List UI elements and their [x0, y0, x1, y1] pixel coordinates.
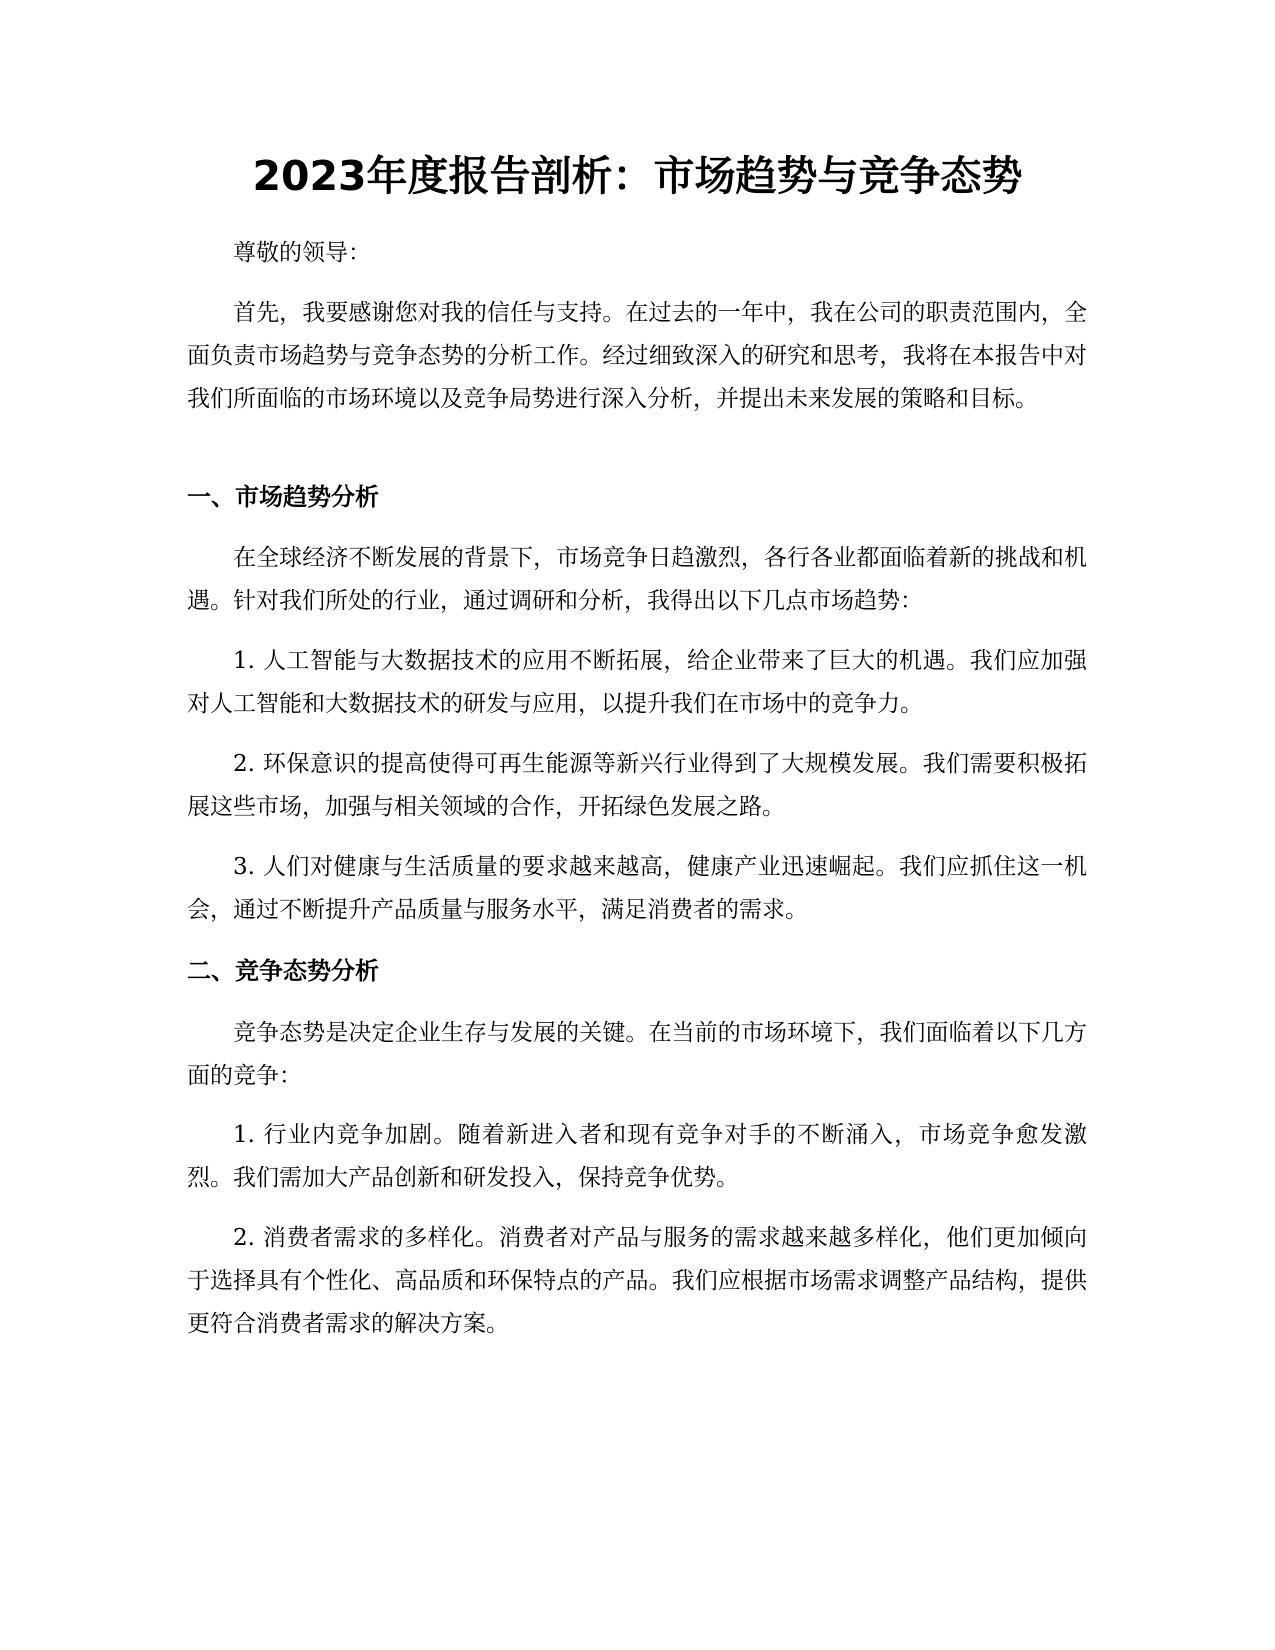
market-trends-intro: 在全球经济不断发展的背景下，市场竞争日趋激烈，各行各业都面临着新的挑战和机遇。针对我们所处的行业，通过调研和分析，我得出以下几点市场趋势：	[187, 545, 1087, 614]
greeting: 尊敬的领导：	[233, 240, 371, 266]
intro-paragraph: 首先，我要感谢您对我的信任与支持。在过去的一年中，我在公司的职责范围内，全面负责市场趋势与竞争态势的分析工作。经过细致深入的研究和思考，我将在本报告中对我们所面临的市场环境以及竞争局势进行深入分析，并提出未来发展的策略和目标。	[187, 300, 1087, 412]
section-heading-market-trends: 一、市场趋势分析	[187, 483, 379, 511]
market-trend-item-1: 1. 人工智能与大数据技术的应用不断拓展，给企业带来了巨大的机遇。我们应加强对人工智能和大数据技术的研发与应用，以提升我们在市场中的竞争力。	[187, 648, 1087, 717]
section-heading-competition: 二、竞争态势分析	[187, 957, 379, 985]
market-trend-item-2: 2. 环保意识的提高使得可再生能源等新兴行业得到了大规模发展。我们需要积极拓展这些市场，加强与相关领域的合作，开拓绿色发展之路。	[187, 751, 1087, 820]
market-trend-item-3: 3. 人们对健康与生活质量的要求越来越高，健康产业迅速崛起。我们应抓住这一机会，通过不断提升产品质量与服务水平，满足消费者的需求。	[187, 854, 1087, 923]
competition-item-2: 2. 消费者需求的多样化。消费者对产品与服务的需求越来越多样化，他们更加倾向于选择具有个性化、高品质和环保特点的产品。我们应根据市场需求调整产品结构，提供更符合消费者需求的解决方案。	[187, 1225, 1087, 1337]
competition-item-1: 1. 行业内竞争加剧。随着新进入者和现有竞争对手的不断涌入，市场竞争愈发激烈。我们需加大产品创新和研发投入，保持竞争优势。	[187, 1122, 1087, 1191]
competition-intro: 竞争态势是决定企业生存与发展的关键。在当前的市场环境下，我们面临着以下几方面的竞争：	[187, 1020, 1087, 1089]
document-title: 2023年度报告剖析：市场趋势与竞争态势	[252, 152, 1023, 200]
